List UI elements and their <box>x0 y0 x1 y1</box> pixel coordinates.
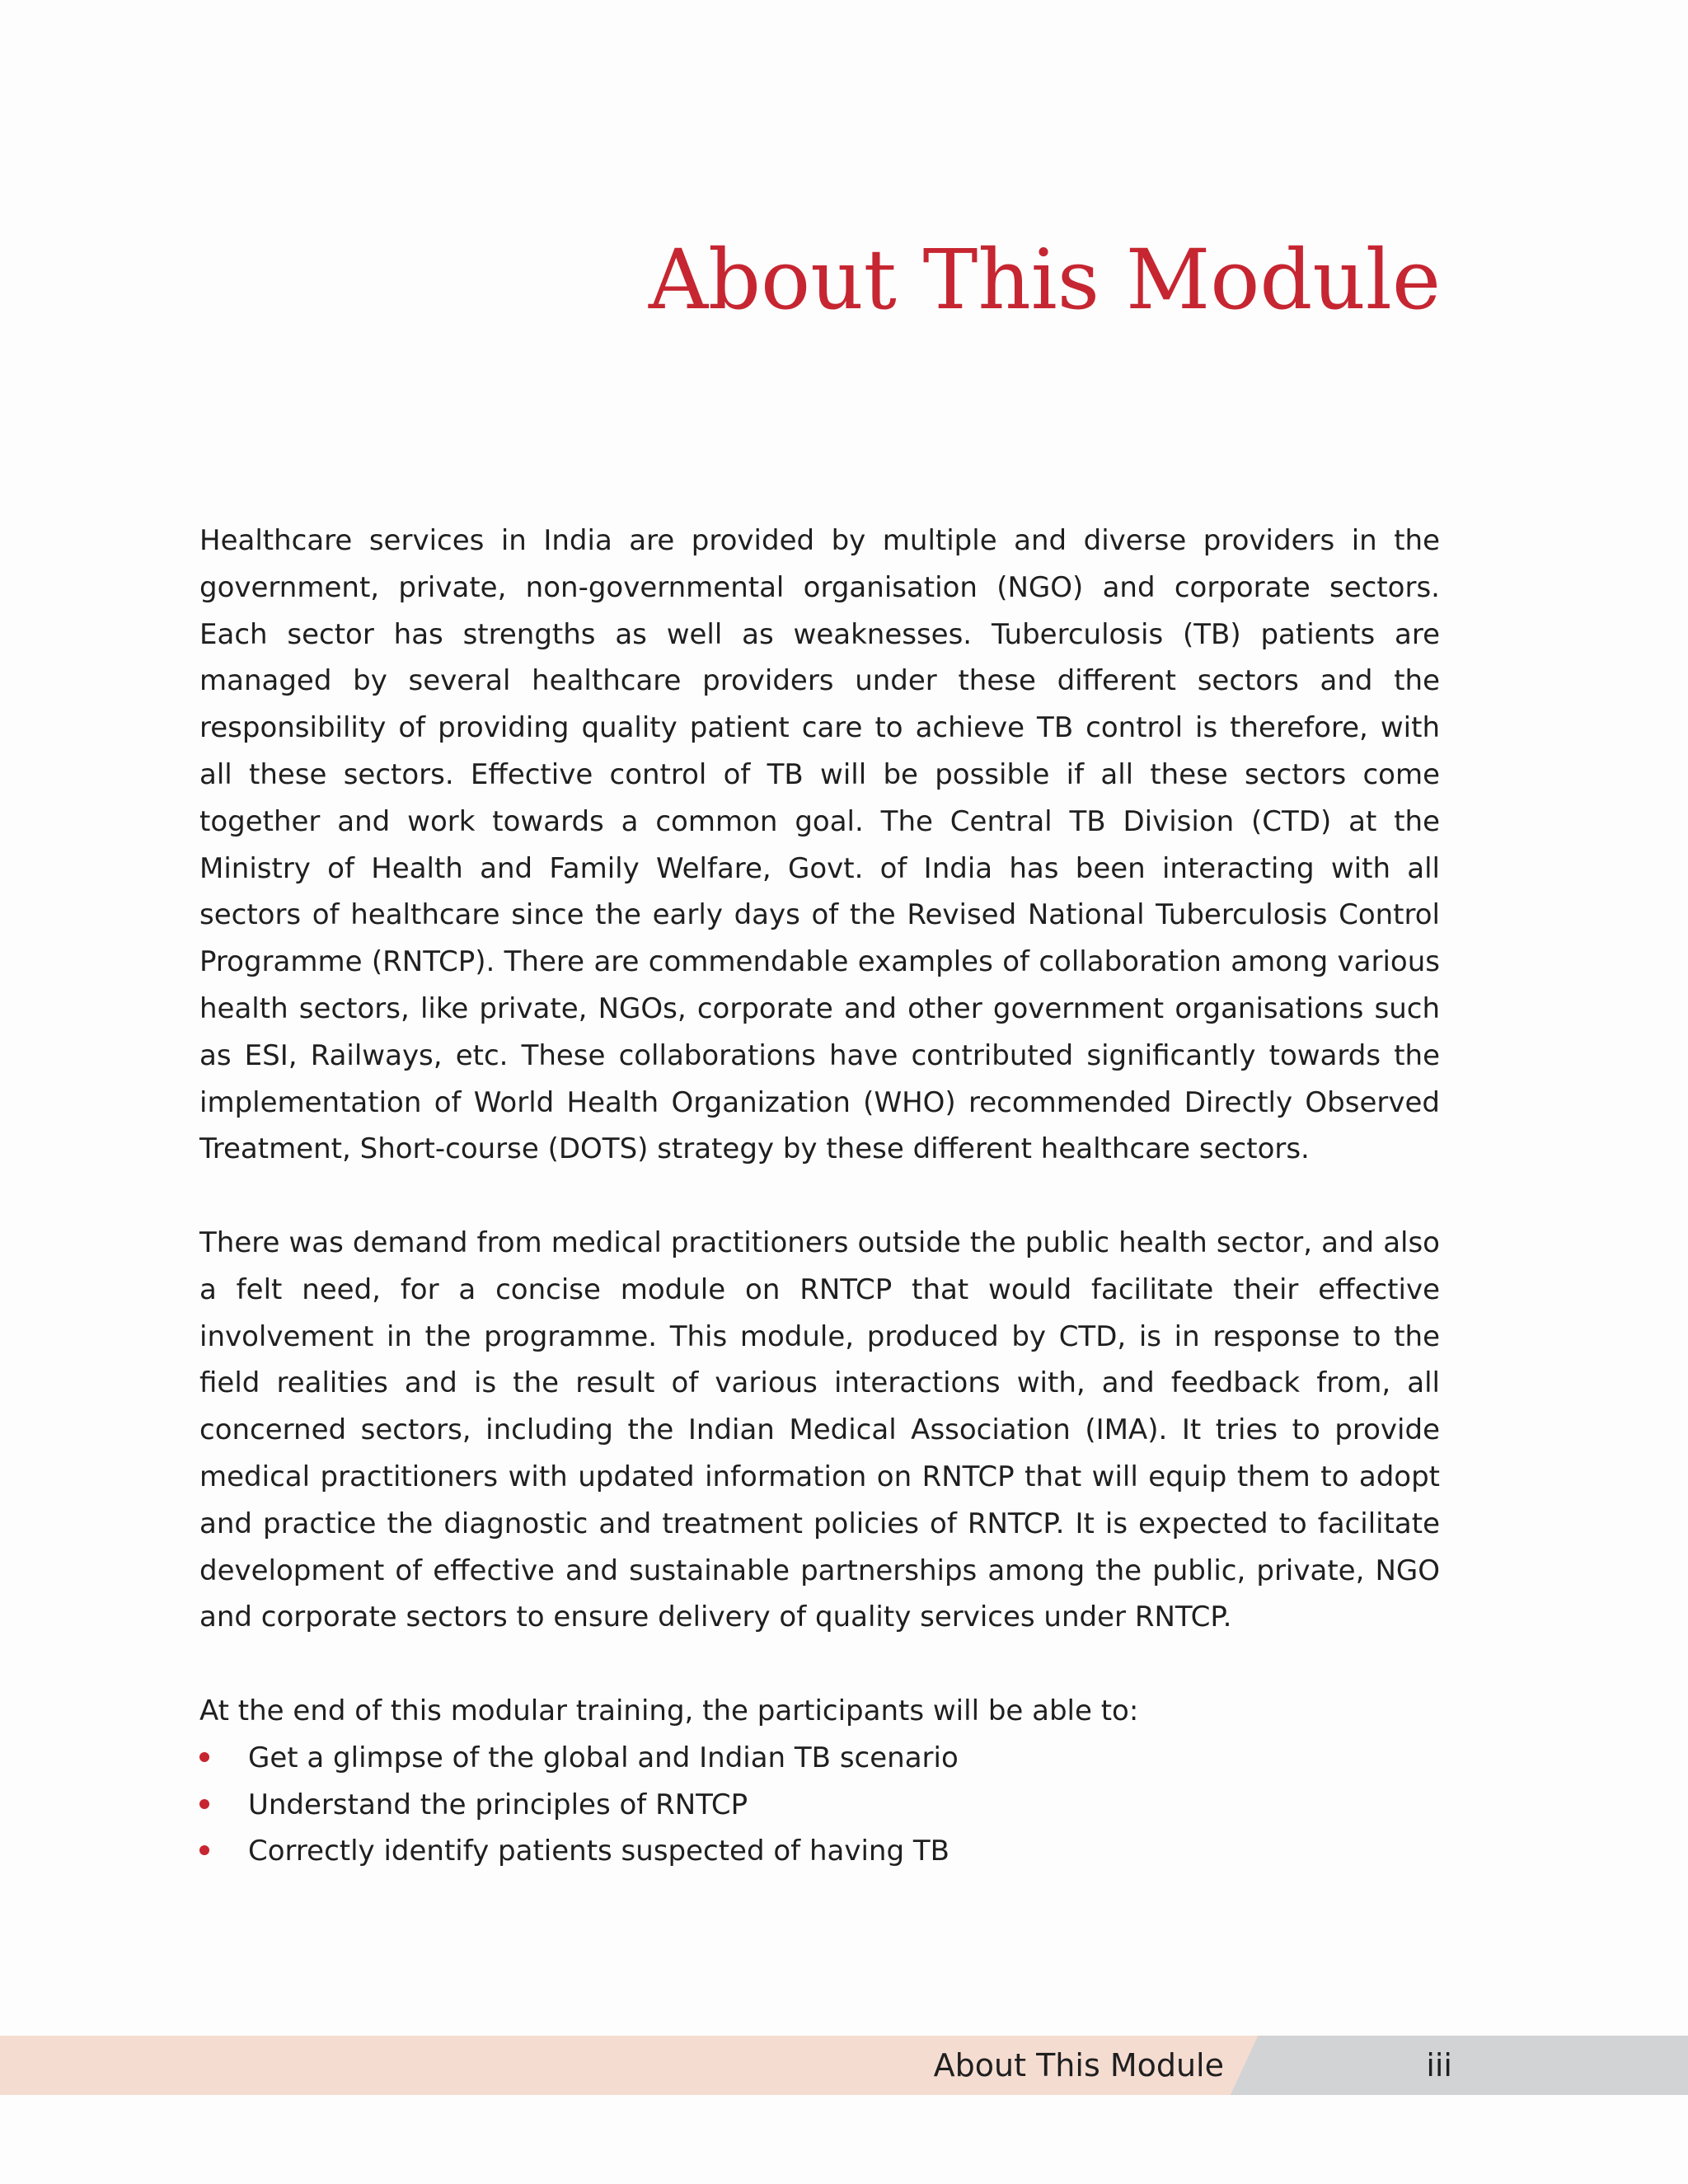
objectives-intro: At the end of this modular training, the participants will be able to: <box>199 1694 1139 1727</box>
purpose-paragraph: There was demand from medical practitioners outside the public health sector, and also a felt need, for a concise module on RNTCP that would facilitate their effective involvement in the programme. This module, produced by CTD, is in response to the field realities and is the result of various interactions with, and feedback from, all concerned sectors, including the Indian Medical Association (IMA). It tries to provide medical practitioners with updated information on RNTCP that will equip them to adopt and practice the diagnostic and treatment policies of RNTCP. It is expected to facilitate development of effective and sustainable partnerships among the public, private, NGO and corporate sectors to ensure delivery of quality services under RNTCP. <box>199 1226 1440 1634</box>
objective-item <box>199 1828 1440 1875</box>
objective-item <box>199 1735 1440 1782</box>
objective-text: Get a glimpse of the global and Indian TB scenario <box>248 1741 959 1774</box>
page-number: iii <box>1426 2047 1452 2083</box>
objective-text: Correctly identify patients suspected of having TB <box>248 1835 950 1868</box>
footer-section-title: About This Module <box>933 2047 1224 2083</box>
objective-item <box>199 1782 1440 1829</box>
intro-paragraph: Healthcare services in India are provided by multiple and diverse providers in the government, private, non-governmental organisation (NGO) and corporate sectors. Each sector has strengths as well as weaknesses. Tuberculosis (TB) patients are managed by several healthcare providers under these different sectors and the responsibility of providing quality patient care to achieve TB control is therefore, with all these sectors. Effective control of TB will be possible if all these sectors come together and work towards a common goal. The Central TB Division (CTD) at the Ministry of Health and Family Welfare, Govt. of India has been interacting with all sectors of healthcare since the early days of the Revised National Tuberculosis Control Programme (RNTCP). There are commendable examples of collaboration among various health sectors, like private, NGOs, corporate and other government organisations such as ESI, Railways, etc. These collaborations have contributed significantly towards the implementation of World Health Organization (WHO) recommended Directly Observed Treatment, Short-course (DOTS) strategy by these different healthcare sectors. <box>199 524 1440 1166</box>
bullet-icon <box>199 1845 209 1855</box>
page-title: About This Module <box>648 232 1441 328</box>
page-footer <box>0 2036 1688 2095</box>
objective-text: Understand the principles of RNTCP <box>248 1788 748 1821</box>
bullet-icon <box>199 1752 209 1762</box>
bullet-icon <box>199 1799 209 1809</box>
objectives-list <box>199 1735 1440 1875</box>
module-body <box>199 518 1440 1875</box>
